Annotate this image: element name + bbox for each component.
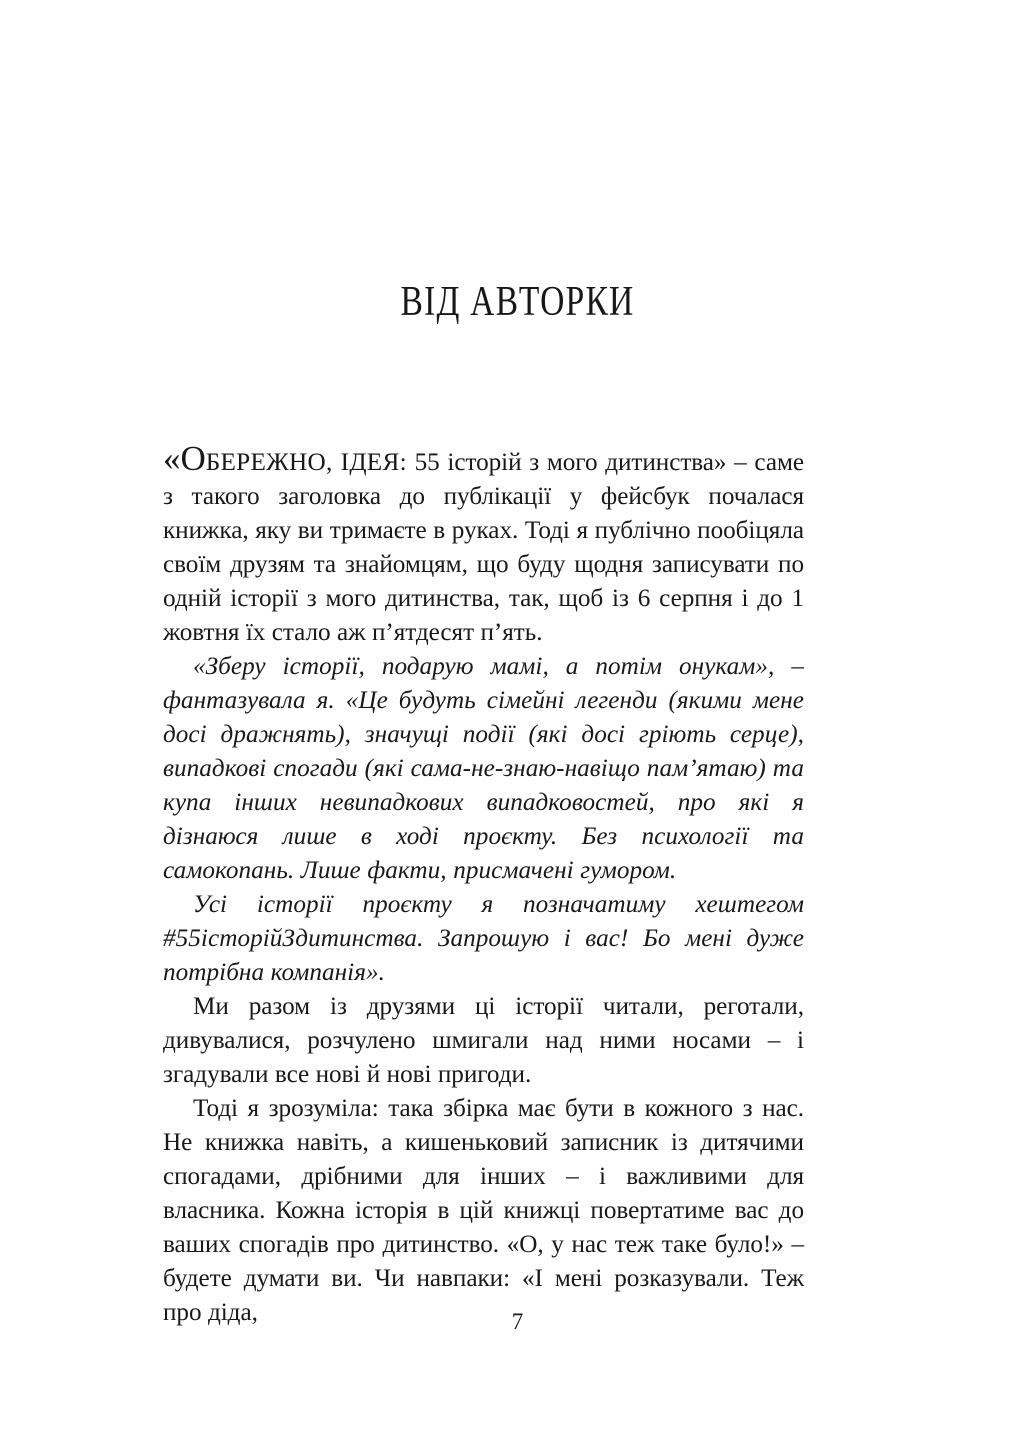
paragraph-2: «Зберу історії, подарую мамі, а потім онукам», – фантазувала я. «Це будуть сімейні легенди (якими мене досі дражнять), значущі події (які досі гріють серце), випадкові спогади (які сама-не-знаю-навіщо пам’ятаю) та купа інших невипадкових випадковостей, про які я дізнаюся лише в ході проєкту. Без психології та самокопань. Лише факти, присмачені гумором. xyxy=(163,653,804,884)
paragraph-4: Ми разом із друзями ці історії читали, реготали, дивувалися, розчулено шмигали над ними носами – і згадували все нові й нові пригоди. xyxy=(163,993,804,1088)
paragraph-3: Усі історії проєкту я позначатиму хештегом #55історійЗдитинства. Запрошую і вас! Бо мені дуже потрібна компанія». xyxy=(163,891,804,986)
body-text-column xyxy=(163,439,805,1330)
page-title: ВІД АВТОРКИ xyxy=(400,279,635,326)
paragraph-1 xyxy=(163,439,805,650)
initial-cap: «О xyxy=(163,439,206,478)
small-caps-run: БЕРЕЖНО, ІДЕЯ: xyxy=(205,449,407,476)
page-number: 7 xyxy=(511,1309,524,1334)
paragraph-5: Тоді я зрозуміла: така збірка має бути в кожного з нас. Не книжка навіть, а кишеньковий записник із дитячими спогадами, дрібними для інших – і важливими для власника. Кожна історія в цій книжці повертатиме вас до ваших спогадів про дитинство. «О, у нас теж таке було!» – будете думати ви. Чи навпаки: «І мені розказували. Теж про діда, xyxy=(163,1095,804,1326)
paragraph-1-text: 55 історій з мого дитинства» – саме з такого заголовка до публікації у фейсбук почалася книжка, яку ви тримаєте в руках. Тоді я публічно пообіцяла своїм друзям та знайомцям, що буду щодня записувати по одній історії з мого дитинства, так, щоб із 6 серпня і до 1 жовтня їх стало аж п’ятдесят п’ять. xyxy=(163,449,805,646)
